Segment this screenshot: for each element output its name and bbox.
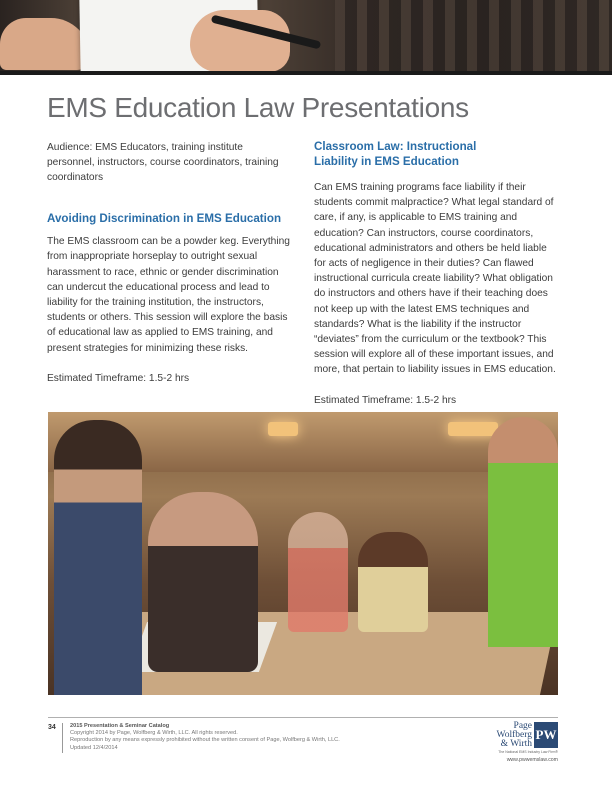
footer-rule — [48, 717, 558, 718]
section-body: Can EMS training programs face liability if their students commit malpractice? What legal standard of care, if any, is applicable to EMS training and education? Can instructors, course coordinators, educational administrators and others be held liable for acts of negligence in their duties? Can flawed instructional curricula create liability? What obligation do instructors and others have if their teaching does not keep up with the latest EMS techniques and standards? What is the liability if the instructor “deviates” from the curriculum or the textbook? This session will explore all of these important issues, and more, that pertain to liability issues in EMS education. — [314, 182, 556, 376]
left-column — [47, 140, 291, 386]
heading-line-2: Liability in EMS Education — [314, 154, 459, 168]
person-standing-left — [54, 420, 142, 695]
person-seated-front — [148, 492, 258, 672]
person-standing-right — [488, 417, 558, 647]
ceiling-light — [268, 422, 298, 436]
page-title: EMS Education Law Presentations — [47, 92, 469, 123]
section-classroom-law — [314, 140, 560, 408]
timeframe-text: Estimated Timeframe: 1.5-2 hrs — [314, 394, 457, 406]
person-seated — [288, 512, 348, 632]
person-seated — [358, 532, 428, 632]
classroom-photo — [48, 412, 558, 695]
hand-writing — [190, 10, 290, 72]
website-link[interactable]: www.pwwemslaw.com — [506, 757, 558, 763]
hand-left — [0, 18, 90, 70]
logo-wordmark — [496, 722, 532, 749]
audience-text: Audience: EMS Educators, training institute personnel, instructors, course coordinators, training coordinators — [47, 142, 279, 184]
header-stripe — [0, 71, 612, 75]
footer-text — [70, 723, 340, 752]
timeframe-text: Estimated Timeframe: 1.5-2 hrs — [47, 372, 190, 384]
section-heading: Avoiding Discrimination in EMS Education — [47, 211, 282, 225]
footer-divider — [62, 723, 63, 753]
logo-mark-icon: PW — [534, 722, 558, 748]
reproduction-text: Reproduction by any means expressly prohibited without the written consent of Page, Wolfberg & Wirth, LLC. — [70, 737, 340, 744]
logo-line: & Wirth — [500, 739, 532, 749]
firm-logo — [496, 722, 558, 766]
page-number: 34 — [48, 724, 56, 731]
header-photo — [0, 0, 612, 75]
updated-text: Updated 12/4/2014 — [70, 744, 118, 751]
logo-tagline: The National EMS Industry Law Firm® — [498, 750, 558, 754]
logo-line: Wolfberg — [496, 730, 532, 740]
right-column — [314, 140, 560, 408]
heading-line-1: Classroom Law: Instructional — [314, 140, 477, 153]
section-body: The EMS classroom can be a powder keg. Everything from inappropriate horseplay to outright sexual harassment to race, ethnic or gender discrimination can undercut the educational process and lead to liability for the training institution, the instructors, students or others. This session will explore the basis of educational law as applied to EMS training, and present strategies for minimizing these risks. — [47, 236, 290, 354]
section-discrimination — [47, 212, 291, 386]
catalog-title: 2015 Presentation & Seminar Catalog — [70, 723, 170, 729]
section-heading — [314, 140, 560, 169]
ceiling-light — [448, 422, 498, 436]
copyright-text: Copyright 2014 by Page, Wolfberg & Wirth, LLC. All rights reserved. — [70, 730, 238, 737]
logo-line: Page — [513, 721, 532, 731]
chair-backdrop — [335, 0, 612, 75]
